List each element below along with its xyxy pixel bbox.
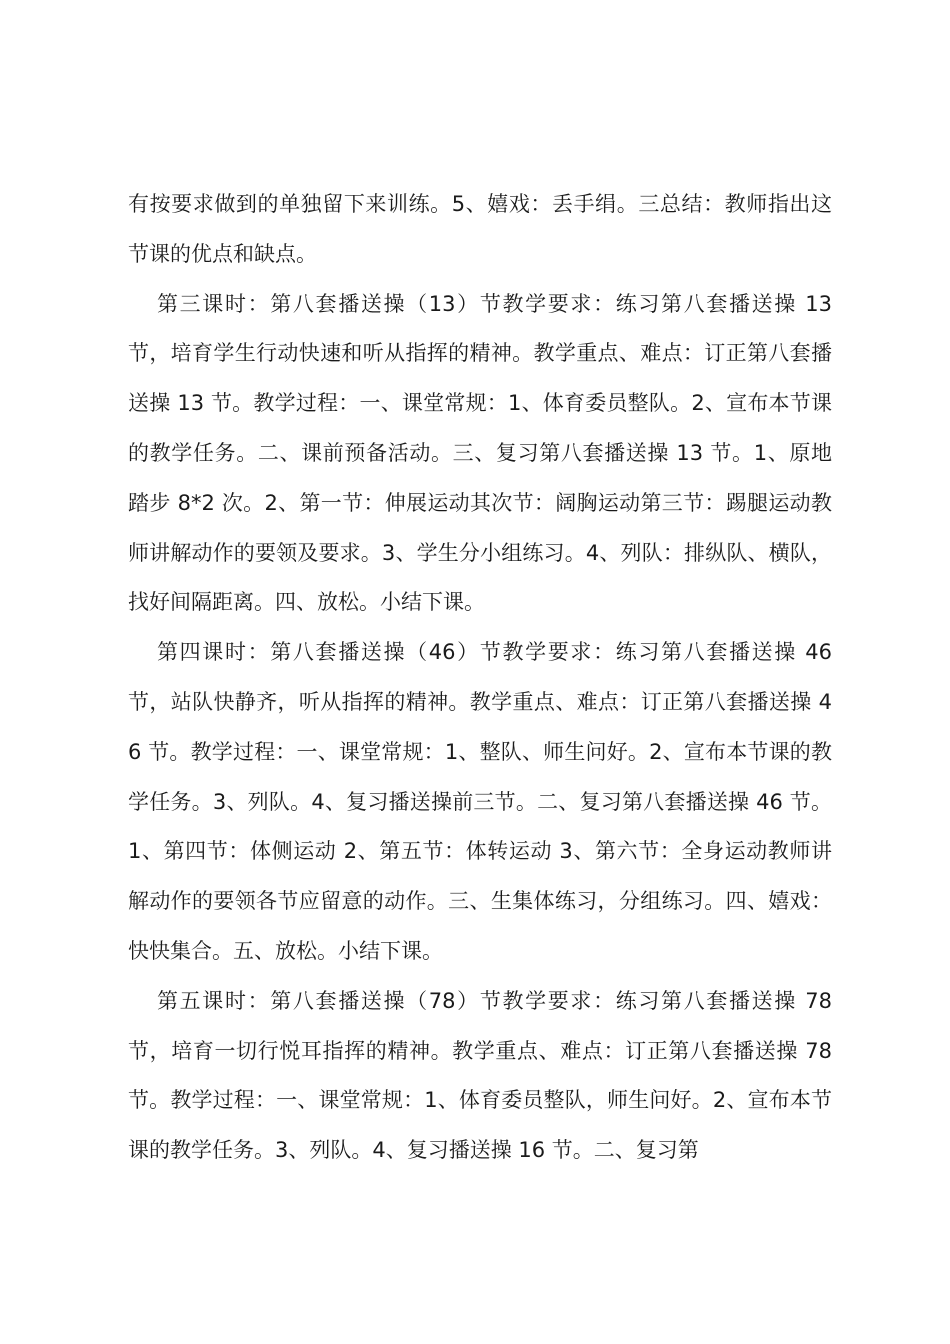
paragraph-lesson-5: 第五课时：第八套播送操（78）节教学要求：练习第八套播送操 78 节，培育一切行悦耳指挥的精神。教学重点、难点：订正第八套播送操 78 节。教学过程：一、课堂常规：1、体育委员整队，师生问好。2、宣布本节课的教学任务。3、列队。4、复习播送操 16 节。二、复习第 — [128, 988, 832, 1163]
paragraph-continuation: 有按要求做到的单独留下来训练。5、嬉戏：丢手绢。三总结：教师指出这节课的优点和缺点。 — [128, 192, 832, 266]
paragraph-lesson-4: 第四课时：第八套播送操（46）节教学要求：练习第八套播送操 46 节，站队快静齐，听从指挥的精神。教学重点、难点：订正第八套播送操 46 节。教学过程：一、课堂常规：1、整队、师生问好。2、宣布本节课的教学任务。3、列队。4、复习播送操前三节。二、复习第八套播送操 46 节。1、第四节：体侧运动 2、第五节：体转运动 3、第六节：全身运动教师讲解动作的要领各节应留意的动作。三、生集体练习，分组练习。四、嬉戏：快快集合。五、放松。小结下课。 — [128, 640, 832, 963]
paragraph-lesson-3: 第三课时：第八套播送操（13）节教学要求：练习第八套播送操 13 节，培育学生行动快速和听从指挥的精神。教学重点、难点：订正第八套播送操 13 节。教学过程：一、课堂常规：1、体育委员整队。2、宣布本节课的教学任务。二、课前预备活动。三、复习第八套播送操 13 节。1、原地踏步 8*2 次。2、第一节：伸展运动其次节：阔胸运动第三节：踢腿运动教师讲解动作的要领及要求。3、学生分小组练习。4、列队：排纵队、横队，找好间隔距离。四、放松。小结下课。 — [128, 291, 832, 615]
document-body — [128, 180, 832, 1176]
